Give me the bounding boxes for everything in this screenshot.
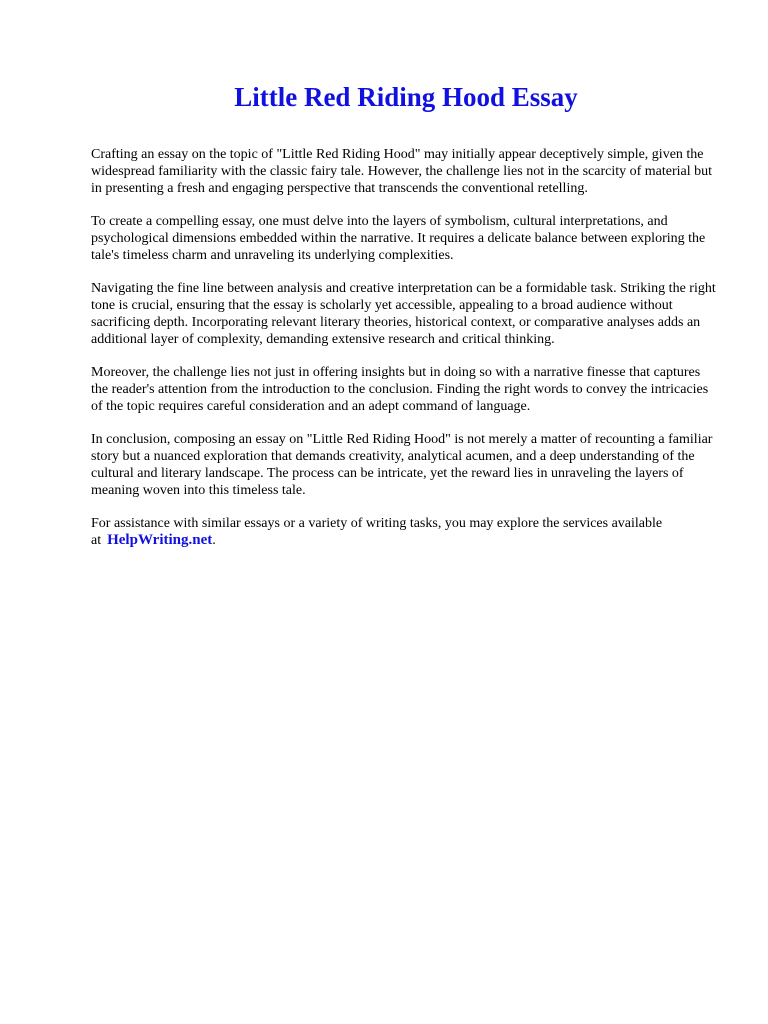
closing-text: For assistance with similar essays or a variety of writing tasks, you may explore the services available at (91, 516, 663, 548)
essay-paragraph-4: Moreover, the challenge lies not just in offering insights but in doing so with a narrative finesse that captures the reader's attention from the introduction to the conclusion. Finding the right words to convey the intricacies of the topic requires careful consideration and an adept command of language. (91, 365, 709, 414)
essay-paragraph-1: Crafting an essay on the topic of "Little Red Riding Hood" may initially appear deceptively simple, given the widespread familiarity with the classic fairy tale. However, the challenge lies not in the scarcity of material but in presenting a fresh and engaging perspective that transcends the conventional retelling. (91, 147, 713, 196)
essay-paragraph-3: Navigating the fine line between analysis and creative interpretation can be a formidable task. Striking the right tone is crucial, ensuring that the essay is scholarly yet accessible, appealing to a broad audience without sacrificing depth. Incorporating relevant literary theories, historical context, or comparative analyses adds an additional layer of complexity, demanding extensive research and critical thinking. (91, 281, 716, 347)
helpwriting-link[interactable]: HelpWriting.net (107, 532, 213, 548)
page-title: Little Red Riding Hood Essay (234, 82, 578, 112)
essay-paragraph-5: In conclusion, composing an essay on "Little Red Riding Hood" is not merely a matter of recounting a familiar story but a nuanced exploration that demands creativity, analytical acumen, and a deep understanding of the cultural and literary landscape. The process can be intricate, yet the reward lies in unraveling the layers of meaning woven into this timeless tale. (91, 432, 713, 498)
closing-paragraph (91, 515, 719, 549)
essay-paragraph-2: To create a compelling essay, one must delve into the layers of symbolism, cultural interpretations, and psychological dimensions embedded within the narrative. It requires a delicate balance between exploring the tale's timeless charm and unraveling its underlying complexities. (91, 214, 706, 263)
essay-body (91, 146, 719, 565)
closing-period: . (212, 533, 216, 548)
